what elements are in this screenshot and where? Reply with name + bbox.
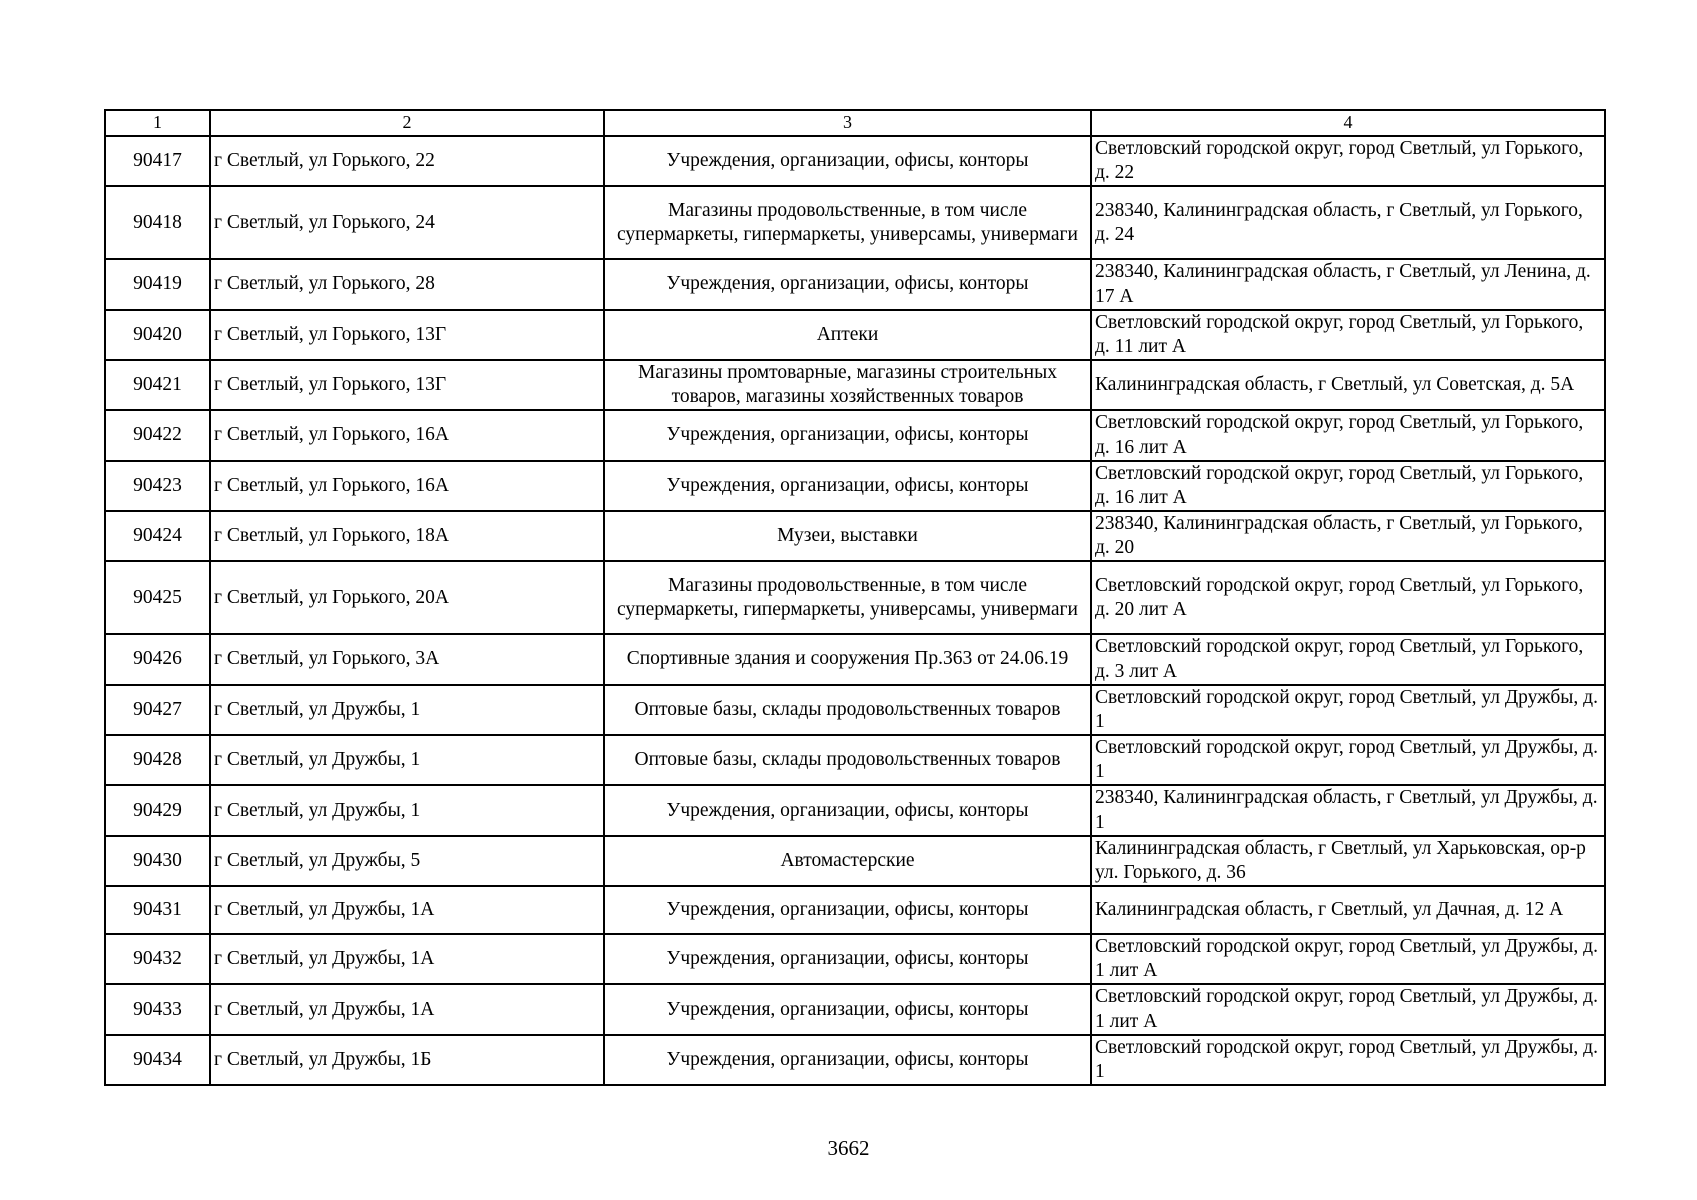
record-id-cell: 90425	[105, 561, 210, 634]
address-cell: г Светлый, ул Дружбы, 1Б	[210, 1035, 604, 1085]
table-row	[105, 984, 1605, 1034]
legal-address-cell: Светловский городской округ, город Светлый, ул Дружбы, д. 1	[1091, 735, 1605, 785]
table-row	[105, 685, 1605, 735]
object-type-cell: Оптовые базы, склады продовольственных товаров	[604, 685, 1091, 735]
page-number: 3662	[827, 1136, 870, 1160]
address-cell: г Светлый, ул Горького, 22	[210, 136, 604, 186]
object-type-cell: Спортивные здания и сооружения Пр.363 от 24.06.19	[604, 634, 1091, 684]
address-cell: г Светлый, ул Горького, 16А	[210, 461, 604, 511]
address-cell: г Светлый, ул Горького, 28	[210, 259, 604, 309]
legal-address-cell: Светловский городской округ, город Светлый, ул Дружбы, д. 1 лит А	[1091, 934, 1605, 984]
record-id-cell: 90423	[105, 461, 210, 511]
object-type-cell: Учреждения, организации, офисы, конторы	[604, 136, 1091, 186]
table-row	[105, 461, 1605, 511]
object-type-cell: Учреждения, организации, офисы, конторы	[604, 461, 1091, 511]
column-number-2: 2	[210, 110, 604, 136]
legal-address-cell: Калининградская область, г Светлый, ул Советская, д. 5А	[1091, 360, 1605, 410]
record-id-cell: 90433	[105, 984, 210, 1034]
record-id-cell: 90419	[105, 259, 210, 309]
record-id-cell: 90430	[105, 836, 210, 886]
record-id-cell: 90434	[105, 1035, 210, 1085]
object-type-cell: Учреждения, организации, офисы, конторы	[604, 984, 1091, 1034]
table-row	[105, 410, 1605, 460]
address-cell: г Светлый, ул Дружбы, 1	[210, 785, 604, 835]
address-cell: г Светлый, ул Горького, 16А	[210, 410, 604, 460]
table-row	[105, 785, 1605, 835]
address-cell: г Светлый, ул Горького, 3А	[210, 634, 604, 684]
record-id-cell: 90427	[105, 685, 210, 735]
column-number-3: 3	[604, 110, 1091, 136]
column-number-4: 4	[1091, 110, 1605, 136]
property-table	[104, 109, 1606, 1086]
legal-address-cell: Светловский городской округ, город Светлый, ул Горького, д. 20 лит А	[1091, 561, 1605, 634]
object-type-cell: Учреждения, организации, офисы, конторы	[604, 410, 1091, 460]
table-row	[105, 735, 1605, 785]
table-row	[105, 511, 1605, 561]
legal-address-cell: 238340, Калининградская область, г Светлый, ул Дружбы, д. 1	[1091, 785, 1605, 835]
address-cell: г Светлый, ул Горького, 24	[210, 186, 604, 259]
record-id-cell: 90426	[105, 634, 210, 684]
column-number-1: 1	[105, 110, 210, 136]
table-row	[105, 934, 1605, 984]
legal-address-cell: 238340, Калининградская область, г Светлый, ул Горького, д. 24	[1091, 186, 1605, 259]
table-row	[105, 360, 1605, 410]
address-cell: г Светлый, ул Горького, 20А	[210, 561, 604, 634]
table-row	[105, 561, 1605, 634]
address-cell: г Светлый, ул Дружбы, 1А	[210, 934, 604, 984]
record-id-cell: 90421	[105, 360, 210, 410]
legal-address-cell: Светловский городской округ, город Светлый, ул Дружбы, д. 1	[1091, 1035, 1605, 1085]
object-type-cell: Учреждения, организации, офисы, конторы	[604, 785, 1091, 835]
table-row	[105, 836, 1605, 886]
object-type-cell: Оптовые базы, склады продовольственных товаров	[604, 735, 1091, 785]
legal-address-cell: Светловский городской округ, город Светлый, ул Горького, д. 11 лит А	[1091, 310, 1605, 360]
record-id-cell: 90428	[105, 735, 210, 785]
legal-address-cell: Светловский городской округ, город Светлый, ул Горького, д. 16 лит А	[1091, 410, 1605, 460]
object-type-cell: Учреждения, организации, офисы, конторы	[604, 1035, 1091, 1085]
object-type-cell: Учреждения, организации, офисы, конторы	[604, 886, 1091, 934]
table-body	[105, 110, 1605, 1085]
table-row	[105, 886, 1605, 934]
record-id-cell: 90422	[105, 410, 210, 460]
legal-address-cell: 238340, Калининградская область, г Светлый, ул Ленина, д. 17 А	[1091, 259, 1605, 309]
legal-address-cell: Калининградская область, г Светлый, ул Харьковская, ор-р ул. Горького, д. 36	[1091, 836, 1605, 886]
object-type-cell: Музеи, выставки	[604, 511, 1091, 561]
record-id-cell: 90417	[105, 136, 210, 186]
address-cell: г Светлый, ул Дружбы, 1	[210, 685, 604, 735]
object-type-cell: Аптеки	[604, 310, 1091, 360]
legal-address-cell: Калининградская область, г Светлый, ул Дачная, д. 12 А	[1091, 886, 1605, 934]
address-cell: г Светлый, ул Дружбы, 5	[210, 836, 604, 886]
object-type-cell: Магазины продовольственные, в том числе супермаркеты, гипермаркеты, универсамы, универмаги	[604, 561, 1091, 634]
object-type-cell: Магазины продовольственные, в том числе супермаркеты, гипермаркеты, универсамы, универмаги	[604, 186, 1091, 259]
object-type-cell: Учреждения, организации, офисы, конторы	[604, 259, 1091, 309]
object-type-cell: Автомастерские	[604, 836, 1091, 886]
legal-address-cell: Светловский городской округ, город Светлый, ул Горького, д. 3 лит А	[1091, 634, 1605, 684]
table-row	[105, 634, 1605, 684]
record-id-cell: 90432	[105, 934, 210, 984]
legal-address-cell: Светловский городской округ, город Светлый, ул Дружбы, д. 1	[1091, 685, 1605, 735]
record-id-cell: 90431	[105, 886, 210, 934]
table-row	[105, 1035, 1605, 1085]
table-row	[105, 136, 1605, 186]
address-cell: г Светлый, ул Дружбы, 1	[210, 735, 604, 785]
address-cell: г Светлый, ул Дружбы, 1А	[210, 984, 604, 1034]
object-type-cell: Магазины промтоварные, магазины строительных товаров, магазины хозяйственных товаров	[604, 360, 1091, 410]
address-cell: г Светлый, ул Горького, 13Г	[210, 310, 604, 360]
table-row	[105, 310, 1605, 360]
legal-address-cell: Светловский городской округ, город Светлый, ул Горького, д. 22	[1091, 136, 1605, 186]
record-id-cell: 90429	[105, 785, 210, 835]
record-id-cell: 90424	[105, 511, 210, 561]
legal-address-cell: Светловский городской округ, город Светлый, ул Дружбы, д. 1 лит А	[1091, 984, 1605, 1034]
address-cell: г Светлый, ул Горького, 13Г	[210, 360, 604, 410]
column-number-row	[105, 110, 1605, 136]
table-row	[105, 259, 1605, 309]
legal-address-cell: Светловский городской округ, город Светлый, ул Горького, д. 16 лит А	[1091, 461, 1605, 511]
address-cell: г Светлый, ул Дружбы, 1А	[210, 886, 604, 934]
address-cell: г Светлый, ул Горького, 18А	[210, 511, 604, 561]
record-id-cell: 90418	[105, 186, 210, 259]
object-type-cell: Учреждения, организации, офисы, конторы	[604, 934, 1091, 984]
record-id-cell: 90420	[105, 310, 210, 360]
legal-address-cell: 238340, Калининградская область, г Светлый, ул Горького, д. 20	[1091, 511, 1605, 561]
table-row	[105, 186, 1605, 259]
